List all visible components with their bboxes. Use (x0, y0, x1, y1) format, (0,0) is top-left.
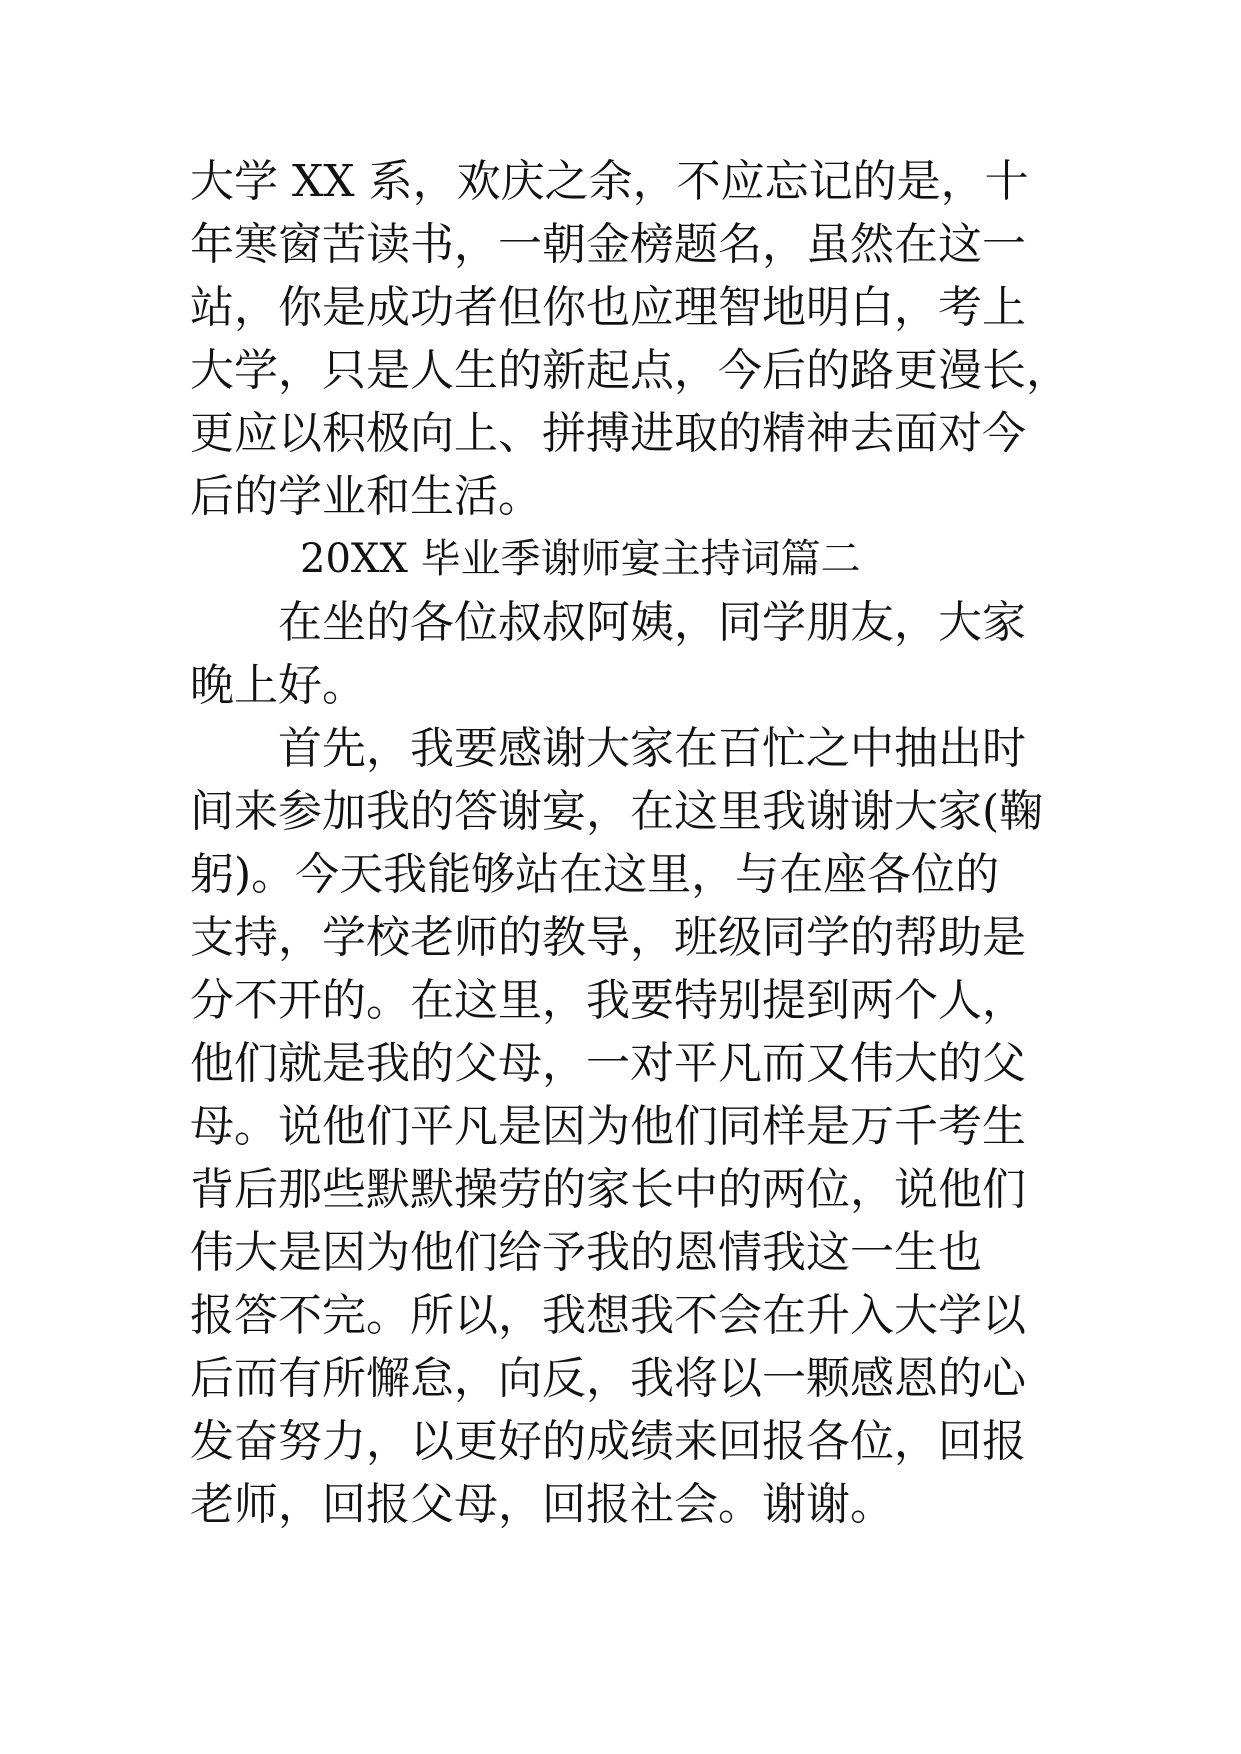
text-line: 母。说他们平凡是因为他们同样是万千考生 (190, 1101, 1026, 1152)
text-line: 后而有所懈怠，向反，我将以一颗感恩的心 (190, 1353, 1026, 1404)
text-line: 大学 XX 系，欢庆之余，不应忘记的是，十 (190, 156, 1029, 207)
text-line: 站，你是成功者但你也应理智地明白，考上 (190, 282, 1026, 333)
document-body (190, 150, 1070, 1536)
text-line: 背后那些默默操劳的家长中的两位，说他们 (190, 1164, 1026, 1215)
text-line: 间来参加我的答谢宴，在这里我谢谢大家(鞠 (190, 786, 1044, 837)
text-line: 晚上好。 (190, 660, 366, 711)
text-line: 发奋努力，以更好的成绩来回报各位，回报 (190, 1416, 1026, 1467)
text-line: 首先，我要感谢大家在百忙之中抽出时 (278, 723, 1026, 774)
text-line: 分不开的。在这里，我要特别提到两个人， (190, 975, 1026, 1026)
text-line: 后的学业和生活。 (190, 471, 542, 522)
text-line: 大学，只是人生的新起点，今后的路更漫长， (190, 345, 1070, 396)
text-line: 他们就是我的父母，一对平凡而又伟大的父 (190, 1038, 1026, 1089)
paragraph-1 (190, 150, 1070, 528)
paragraph-2 (190, 591, 1070, 717)
text-line: 伟大是因为他们给予我的恩情我这一生也 (190, 1227, 982, 1278)
text-line: 老师，回报父母，回报社会。谢谢。 (190, 1479, 894, 1530)
text-line: 年寒窗苦读书，一朝金榜题名，虽然在这一 (190, 219, 1026, 270)
section-heading: 20XX 毕业季谢师宴主持词篇二 (300, 536, 861, 582)
paragraph-3 (190, 717, 1070, 1536)
text-line: 支持，学校老师的教导，班级同学的帮助是 (190, 912, 1026, 963)
text-line: 在坐的各位叔叔阿姨，同学朋友，大家 (278, 597, 1026, 648)
text-line: 更应以积极向上、拼搏进取的精神去面对今 (190, 408, 1026, 459)
text-line: 躬)。今天我能够站在这里，与在座各位的 (190, 849, 1000, 900)
text-line: 报答不完。所以，我想我不会在升入大学以 (190, 1290, 1026, 1341)
